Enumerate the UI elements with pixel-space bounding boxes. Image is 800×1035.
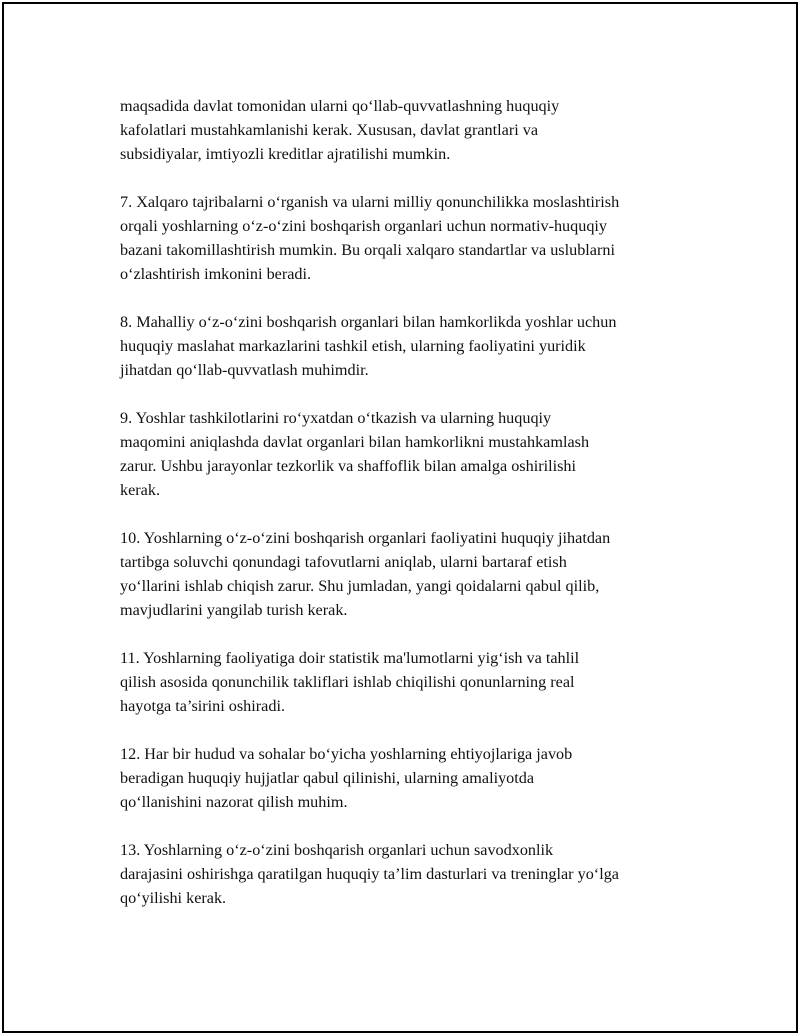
- paragraph-item-7: 7. Xalqaro tajribalarni o‘rganish va ularni milliy qonunchilikka moslashtirish orqali yoshlarning o‘z-o‘zini boshqarish organlari uchun normativ-huquqiy bazani takomillashtirish mumkin. Bu orqali xalqaro standartlar va uslublarni o‘zlashtirish imkonini beradi.: [120, 193, 620, 283]
- paragraph-item-10: 10. Yoshlarning o‘z-o‘zini boshqarish organlari faoliyatini huquqiy jihatdan tartibga soluvchi qonundagi tafovutlarni aniqlab, ularni bartaraf etish yo‘llarini ishlab chiqish zarur. Shu jumladan, yangi qoidalarni qabul qilib, mavjudlarini yangilab turish kerak.: [120, 529, 611, 619]
- paragraph-item-13: 13. Yoshlarning o‘z-o‘zini boshqarish organlari uchun savodxonlik darajasini oshirishga qaratilgan huquqiy ta’lim dasturlari va treninglar yo‘lga qo‘yilishi kerak.: [120, 841, 619, 907]
- paragraph-item-9: 9. Yoshlar tashkilotlarini ro‘yxatdan o‘tkazish va ularning huquqiy maqomini aniqlashda davlat organlari bilan hamkorlikni mustahkamlash zarur. Ushbu jarayonlar tezkorlik va shaffoflik bilan amalga oshirilishi kerak.: [120, 409, 590, 499]
- page-frame: [2, 2, 798, 1033]
- paragraph-item-12: 12. Har bir hudud va sohalar bo‘yicha yoshlarning ehtiyojlariga javob beradigan huquqiy hujjatlar qabul qilinishi, ularning amaliyotda qo‘llanishini nazorat qilish muhim.: [120, 745, 573, 811]
- paragraph-continuation: maqsadida davlat tomonidan ularni qo‘llab-quvvatlashning huquqiy kafolatlari mustahkamlanishi kerak. Xususan, davlat grantlari va subsidiyalar, imtiyozli kreditlar ajratilishi mumkin.: [120, 97, 560, 163]
- paragraph-item-8: 8. Mahalliy o‘z-o‘zini boshqarish organlari bilan hamkorlikda yoshlar uchun huquqiy maslahat markazlarini tashkil etish, ularning faoliyatini yuridik jihatdan qo‘llab-quvvatlash muhimdir.: [120, 313, 617, 379]
- document-body: [120, 94, 700, 934]
- paragraph-item-11: 11. Yoshlarning faoliyatiga doir statistik ma'lumotlarni yig‘ish va tahlil qilish asosida qonunchilik takliflari ishlab chiqilishi qonunlarning real hayotga ta’sirini oshiradi.: [120, 649, 580, 715]
